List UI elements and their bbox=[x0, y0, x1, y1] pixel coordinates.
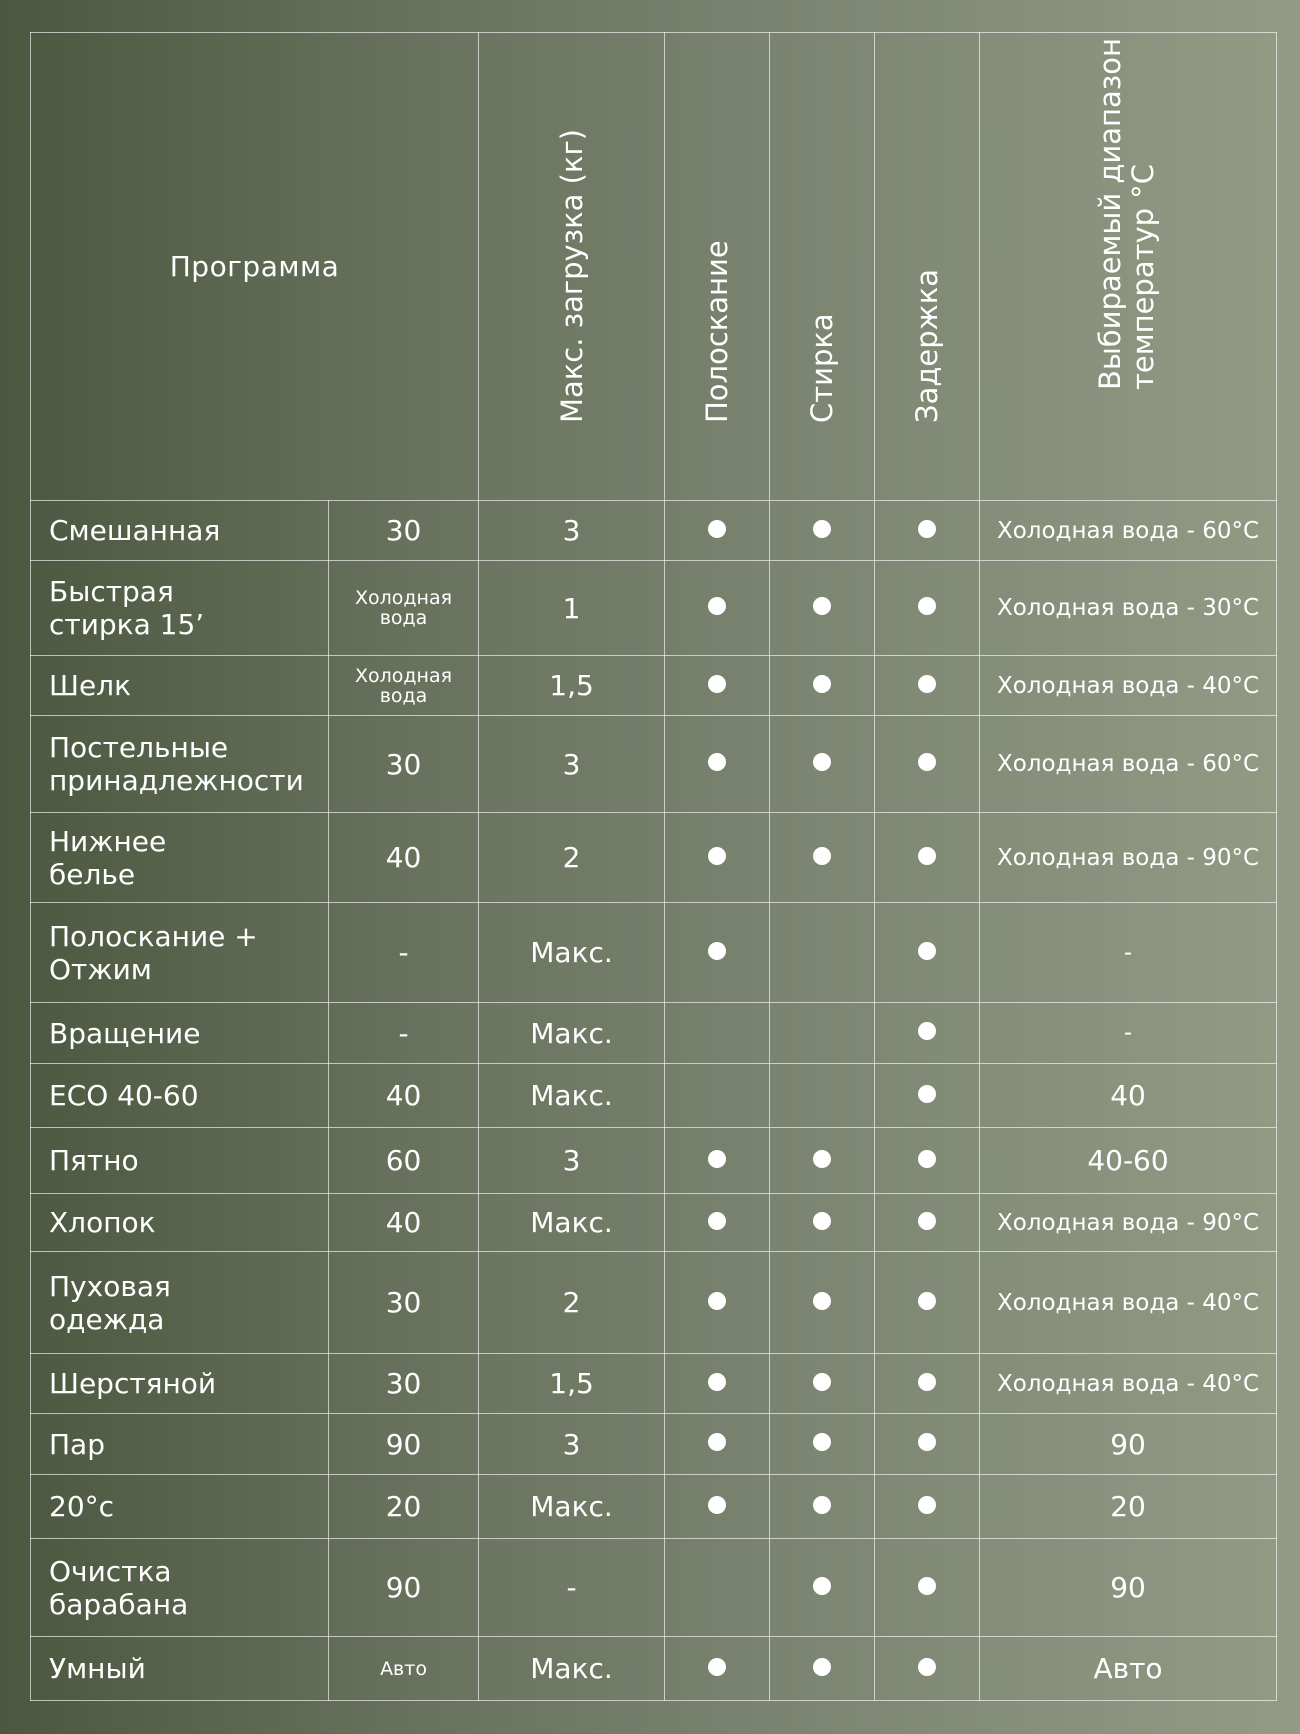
program-temperature bbox=[329, 656, 479, 716]
program-name-line2: барабана bbox=[49, 1587, 189, 1621]
table-row bbox=[31, 1414, 1277, 1475]
wash-dot-icon bbox=[813, 520, 831, 538]
table-row bbox=[31, 1637, 1277, 1701]
program-temperature bbox=[329, 561, 479, 656]
delay-cell bbox=[875, 656, 980, 716]
program-temp-range-value: Холодная вода - 60°С bbox=[996, 517, 1260, 544]
program-name bbox=[31, 1354, 329, 1414]
program-temperature-value: 90 bbox=[385, 1571, 422, 1604]
program-temperature bbox=[329, 813, 479, 903]
program-temperature bbox=[329, 1194, 479, 1252]
header-row bbox=[31, 33, 1277, 501]
table-row bbox=[31, 1354, 1277, 1414]
wash-cell bbox=[770, 1194, 875, 1252]
program-max-load-value: Макс. bbox=[530, 1016, 613, 1050]
program-temperature bbox=[329, 1003, 479, 1064]
program-name bbox=[31, 1539, 329, 1637]
header-delay-label: Задержка bbox=[910, 268, 945, 423]
program-temperature-value: 30 bbox=[385, 514, 422, 547]
table-row bbox=[31, 1003, 1277, 1064]
delay-dot-icon bbox=[918, 1085, 936, 1103]
program-temperature bbox=[329, 1637, 479, 1701]
table-row bbox=[31, 1064, 1277, 1128]
wash-cell bbox=[770, 1539, 875, 1637]
program-temp-range-value: 90 bbox=[1110, 1571, 1146, 1604]
program-temperature bbox=[329, 903, 479, 1003]
delay-dot-icon bbox=[918, 1150, 936, 1168]
rinse-dot-icon bbox=[708, 1212, 726, 1230]
program-name bbox=[31, 1194, 329, 1252]
program-temp-range bbox=[980, 1252, 1277, 1354]
program-name bbox=[31, 813, 329, 903]
program-name-line1: Полоскание + bbox=[49, 919, 258, 953]
header-delay bbox=[875, 33, 980, 501]
rinse-cell bbox=[665, 903, 770, 1003]
delay-cell bbox=[875, 1252, 980, 1354]
rinse-cell bbox=[665, 1064, 770, 1128]
program-max-load-value: 2 bbox=[562, 1286, 581, 1319]
table-row bbox=[31, 501, 1277, 561]
program-temperature-value: 30 bbox=[385, 1286, 422, 1319]
delay-dot-icon bbox=[918, 1212, 936, 1230]
wash-cell bbox=[770, 656, 875, 716]
wash-dot-icon bbox=[813, 675, 831, 693]
program-temp-range-value: Холодная вода - 40°С bbox=[996, 672, 1260, 699]
program-max-load bbox=[479, 1064, 665, 1128]
rinse-dot-icon bbox=[708, 1292, 726, 1310]
wash-cell bbox=[770, 1637, 875, 1701]
program-temp-range bbox=[980, 716, 1277, 813]
header-wash-label: Стирка bbox=[805, 313, 840, 423]
program-name-line1: Очистка bbox=[49, 1554, 172, 1588]
programs-body bbox=[31, 501, 1277, 1701]
header-program bbox=[31, 33, 479, 501]
rinse-cell bbox=[665, 1003, 770, 1064]
program-name bbox=[31, 1128, 329, 1194]
wash-cell bbox=[770, 813, 875, 903]
header-program-label: Программа bbox=[169, 250, 340, 283]
delay-dot-icon bbox=[918, 1022, 936, 1040]
wash-dot-icon bbox=[813, 1577, 831, 1595]
program-temp-range bbox=[980, 1637, 1277, 1701]
program-temperature bbox=[329, 1354, 479, 1414]
wash-dot-icon bbox=[813, 597, 831, 615]
program-temp-range bbox=[980, 1064, 1277, 1128]
program-temperature-value: 20 bbox=[385, 1490, 422, 1523]
program-max-load bbox=[479, 1414, 665, 1475]
program-temp-range bbox=[980, 1414, 1277, 1475]
program-temp-range-value: Холодная вода - 30°С bbox=[996, 595, 1260, 621]
program-temperature bbox=[329, 501, 479, 561]
program-max-load-value: Макс. bbox=[530, 1652, 613, 1685]
delay-dot-icon bbox=[918, 1373, 936, 1391]
program-temp-range-value: Авто bbox=[1093, 1652, 1163, 1685]
header-temp-range bbox=[980, 33, 1277, 501]
program-max-load-value: 1 bbox=[562, 591, 581, 625]
program-max-load-value: - bbox=[566, 1571, 577, 1604]
program-max-load-value: 1,5 bbox=[549, 1367, 594, 1400]
wash-cell bbox=[770, 561, 875, 656]
program-max-load-value: 3 bbox=[562, 747, 581, 781]
rinse-cell bbox=[665, 1354, 770, 1414]
program-max-load bbox=[479, 656, 665, 716]
delay-cell bbox=[875, 1003, 980, 1064]
program-temp-range-value: Холодная вода - 40°С bbox=[996, 1289, 1260, 1316]
program-temp-range bbox=[980, 1354, 1277, 1414]
wash-dot-icon bbox=[813, 847, 831, 865]
wash-cell bbox=[770, 903, 875, 1003]
wash-dot-icon bbox=[813, 1373, 831, 1391]
rinse-cell bbox=[665, 813, 770, 903]
rinse-dot-icon bbox=[708, 520, 726, 538]
program-temperature-value: - bbox=[398, 936, 409, 969]
program-name-line1: Нижнее bbox=[49, 824, 167, 858]
wash-cell bbox=[770, 1354, 875, 1414]
table-row bbox=[31, 1252, 1277, 1354]
program-name-line1: Вращение bbox=[49, 1016, 201, 1050]
rinse-cell bbox=[665, 561, 770, 656]
wash-cell bbox=[770, 1064, 875, 1128]
program-name-line1: Хлопок bbox=[49, 1206, 156, 1239]
program-temp-range-value: 40-60 bbox=[1087, 1144, 1169, 1177]
program-temp-range bbox=[980, 1003, 1277, 1064]
wash-dot-icon bbox=[813, 1658, 831, 1676]
rinse-cell bbox=[665, 1128, 770, 1194]
program-temperature-value: 30 bbox=[385, 1367, 422, 1400]
header-temp-range-label bbox=[1094, 38, 1160, 390]
program-temp-range bbox=[980, 1128, 1277, 1194]
program-name bbox=[31, 1475, 329, 1539]
table-row bbox=[31, 1194, 1277, 1252]
header-max-load-label: Макс. загрузка (кг) bbox=[554, 129, 589, 423]
program-temperature bbox=[329, 1128, 479, 1194]
program-name bbox=[31, 501, 329, 561]
program-temp-range-value: 90 bbox=[1110, 1427, 1146, 1461]
table-row bbox=[31, 1475, 1277, 1539]
wash-dot-icon bbox=[813, 1150, 831, 1168]
program-max-load bbox=[479, 903, 665, 1003]
program-name-line1: Шерстяной bbox=[49, 1367, 217, 1400]
program-temp-range bbox=[980, 1475, 1277, 1539]
header-temp-range-line2: температур °С bbox=[1126, 163, 1161, 390]
program-max-load bbox=[479, 1194, 665, 1252]
rinse-cell bbox=[665, 1637, 770, 1701]
header-temp-range-line1: Выбираемый диапазон bbox=[1093, 38, 1128, 390]
program-temp-range-value: Холодная вода - 90°С bbox=[996, 1209, 1260, 1236]
program-temperature-value: Авто bbox=[380, 1657, 427, 1680]
wash-cell bbox=[770, 1414, 875, 1475]
delay-cell bbox=[875, 1539, 980, 1637]
rinse-dot-icon bbox=[708, 1433, 726, 1451]
delay-dot-icon bbox=[918, 753, 936, 771]
header-max-load bbox=[479, 33, 665, 501]
program-max-load-value: Макс. bbox=[530, 1079, 613, 1112]
program-max-load-value: Макс. bbox=[530, 1490, 613, 1523]
table-row bbox=[31, 1539, 1277, 1637]
program-temp-range bbox=[980, 903, 1277, 1003]
program-name-line2: Отжим bbox=[49, 952, 152, 986]
program-max-load bbox=[479, 1252, 665, 1354]
wash-cell bbox=[770, 716, 875, 813]
program-temp-range bbox=[980, 813, 1277, 903]
program-temperature-value: 40 bbox=[385, 841, 422, 874]
program-temp-range-value: 40 bbox=[1110, 1079, 1146, 1112]
program-name-line2: принадлежности bbox=[49, 764, 304, 797]
rinse-dot-icon bbox=[708, 675, 726, 693]
program-temperature bbox=[329, 1252, 479, 1354]
delay-dot-icon bbox=[918, 942, 936, 960]
program-temp-range bbox=[980, 561, 1277, 656]
program-name bbox=[31, 561, 329, 656]
delay-cell bbox=[875, 1128, 980, 1194]
rinse-cell bbox=[665, 1252, 770, 1354]
delay-cell bbox=[875, 1354, 980, 1414]
program-name-line2: белье bbox=[49, 857, 136, 891]
program-name-line1: Умный bbox=[49, 1652, 146, 1685]
delay-dot-icon bbox=[918, 1292, 936, 1310]
program-temp-range bbox=[980, 501, 1277, 561]
rinse-dot-icon bbox=[708, 753, 726, 771]
program-temperature bbox=[329, 1064, 479, 1128]
program-max-load bbox=[479, 1128, 665, 1194]
program-name bbox=[31, 656, 329, 716]
program-name-line1: 20°с bbox=[49, 1490, 115, 1523]
table-row bbox=[31, 656, 1277, 716]
program-name-line1: Смешанная bbox=[49, 514, 221, 547]
program-name-line1: Постельные bbox=[49, 731, 229, 764]
program-max-load-value: 1,5 bbox=[549, 669, 594, 702]
program-max-load-value: 3 bbox=[562, 1144, 581, 1177]
rinse-cell bbox=[665, 716, 770, 813]
program-temperature-value: 40 bbox=[385, 1079, 422, 1112]
delay-cell bbox=[875, 903, 980, 1003]
program-name bbox=[31, 1064, 329, 1128]
program-max-load bbox=[479, 1539, 665, 1637]
program-temperature-value: 90 bbox=[385, 1427, 422, 1461]
program-name bbox=[31, 1414, 329, 1475]
wash-dot-icon bbox=[813, 1212, 831, 1230]
wash-cell bbox=[770, 1128, 875, 1194]
program-max-load bbox=[479, 1475, 665, 1539]
program-temp-range bbox=[980, 1194, 1277, 1252]
program-max-load-value: 2 bbox=[562, 841, 581, 874]
rinse-cell bbox=[665, 1414, 770, 1475]
program-temp-range-value: - bbox=[1123, 939, 1133, 966]
delay-dot-icon bbox=[918, 675, 936, 693]
program-name bbox=[31, 1252, 329, 1354]
table-row bbox=[31, 1128, 1277, 1194]
program-temp-range bbox=[980, 1539, 1277, 1637]
program-name bbox=[31, 1003, 329, 1064]
rinse-cell bbox=[665, 1475, 770, 1539]
program-temp-range-value: Холодная вода - 40°С bbox=[996, 1370, 1260, 1397]
program-max-load bbox=[479, 561, 665, 656]
program-name bbox=[31, 903, 329, 1003]
program-temperature bbox=[329, 716, 479, 813]
program-max-load bbox=[479, 813, 665, 903]
rinse-dot-icon bbox=[708, 597, 726, 615]
rinse-dot-icon bbox=[708, 1496, 726, 1514]
rinse-dot-icon bbox=[708, 1658, 726, 1676]
programs-table bbox=[30, 32, 1277, 1701]
delay-cell bbox=[875, 1064, 980, 1128]
program-max-load-value: 3 bbox=[562, 514, 581, 547]
wash-cell bbox=[770, 1475, 875, 1539]
program-name-line1: Пуховая bbox=[49, 1269, 171, 1303]
program-temperature-value: Холодная вода bbox=[354, 587, 453, 629]
program-temperature-value: 60 bbox=[385, 1144, 422, 1177]
program-temp-range-value: 20 bbox=[1110, 1490, 1146, 1523]
program-max-load bbox=[479, 1637, 665, 1701]
rinse-dot-icon bbox=[708, 1373, 726, 1391]
delay-dot-icon bbox=[918, 847, 936, 865]
wash-dot-icon bbox=[813, 1292, 831, 1310]
wash-cell bbox=[770, 501, 875, 561]
program-name-line2: одежда bbox=[49, 1302, 165, 1336]
program-name-line1: Шелк bbox=[49, 669, 131, 702]
program-temperature-value: - bbox=[398, 1016, 409, 1050]
delay-cell bbox=[875, 813, 980, 903]
program-temp-range-value: Холодная вода - 90°С bbox=[996, 844, 1260, 871]
delay-dot-icon bbox=[918, 1496, 936, 1514]
program-name bbox=[31, 1637, 329, 1701]
header-wash bbox=[770, 33, 875, 501]
program-name-line1: Пятно bbox=[49, 1144, 139, 1177]
header-rinse-label: Полоскание bbox=[700, 240, 735, 423]
table-row bbox=[31, 813, 1277, 903]
program-name-line1: Быстрая bbox=[49, 575, 174, 608]
table-row bbox=[31, 903, 1277, 1003]
delay-dot-icon bbox=[918, 520, 936, 538]
delay-cell bbox=[875, 716, 980, 813]
delay-cell bbox=[875, 561, 980, 656]
program-max-load bbox=[479, 1003, 665, 1064]
rinse-dot-icon bbox=[708, 847, 726, 865]
program-max-load-value: Макс. bbox=[530, 936, 613, 969]
delay-dot-icon bbox=[918, 1658, 936, 1676]
program-name-line2: стирка 15’ bbox=[49, 608, 205, 641]
wash-cell bbox=[770, 1003, 875, 1064]
program-max-load-value: 3 bbox=[562, 1427, 581, 1461]
program-name-line1: ECO 40-60 bbox=[49, 1079, 199, 1112]
program-max-load-value: Макс. bbox=[530, 1206, 613, 1239]
program-temp-range-value: - bbox=[1123, 1020, 1133, 1046]
rinse-cell bbox=[665, 1539, 770, 1637]
program-max-load bbox=[479, 1354, 665, 1414]
delay-cell bbox=[875, 1475, 980, 1539]
delay-cell bbox=[875, 501, 980, 561]
rinse-cell bbox=[665, 656, 770, 716]
wash-dot-icon bbox=[813, 753, 831, 771]
table-row bbox=[31, 716, 1277, 813]
delay-dot-icon bbox=[918, 1433, 936, 1451]
program-temperature bbox=[329, 1414, 479, 1475]
wash-cell bbox=[770, 1252, 875, 1354]
program-temperature-value: 40 bbox=[385, 1206, 422, 1239]
rinse-cell bbox=[665, 1194, 770, 1252]
program-temp-range bbox=[980, 656, 1277, 716]
program-max-load bbox=[479, 716, 665, 813]
program-temperature-value: Холодная вода bbox=[354, 664, 453, 707]
program-temperature bbox=[329, 1539, 479, 1637]
program-name-line1: Пар bbox=[49, 1427, 105, 1461]
rinse-dot-icon bbox=[708, 942, 726, 960]
delay-dot-icon bbox=[918, 1577, 936, 1595]
wash-dot-icon bbox=[813, 1496, 831, 1514]
rinse-dot-icon bbox=[708, 1150, 726, 1168]
program-name bbox=[31, 716, 329, 813]
program-temperature bbox=[329, 1475, 479, 1539]
program-max-load bbox=[479, 501, 665, 561]
rinse-cell bbox=[665, 501, 770, 561]
table-row bbox=[31, 561, 1277, 656]
program-temp-range-value: Холодная вода - 60°С bbox=[996, 751, 1260, 777]
header-rinse bbox=[665, 33, 770, 501]
program-temperature-value: 30 bbox=[385, 747, 422, 781]
delay-cell bbox=[875, 1414, 980, 1475]
delay-cell bbox=[875, 1637, 980, 1701]
delay-cell bbox=[875, 1194, 980, 1252]
wash-dot-icon bbox=[813, 1433, 831, 1451]
delay-dot-icon bbox=[918, 597, 936, 615]
